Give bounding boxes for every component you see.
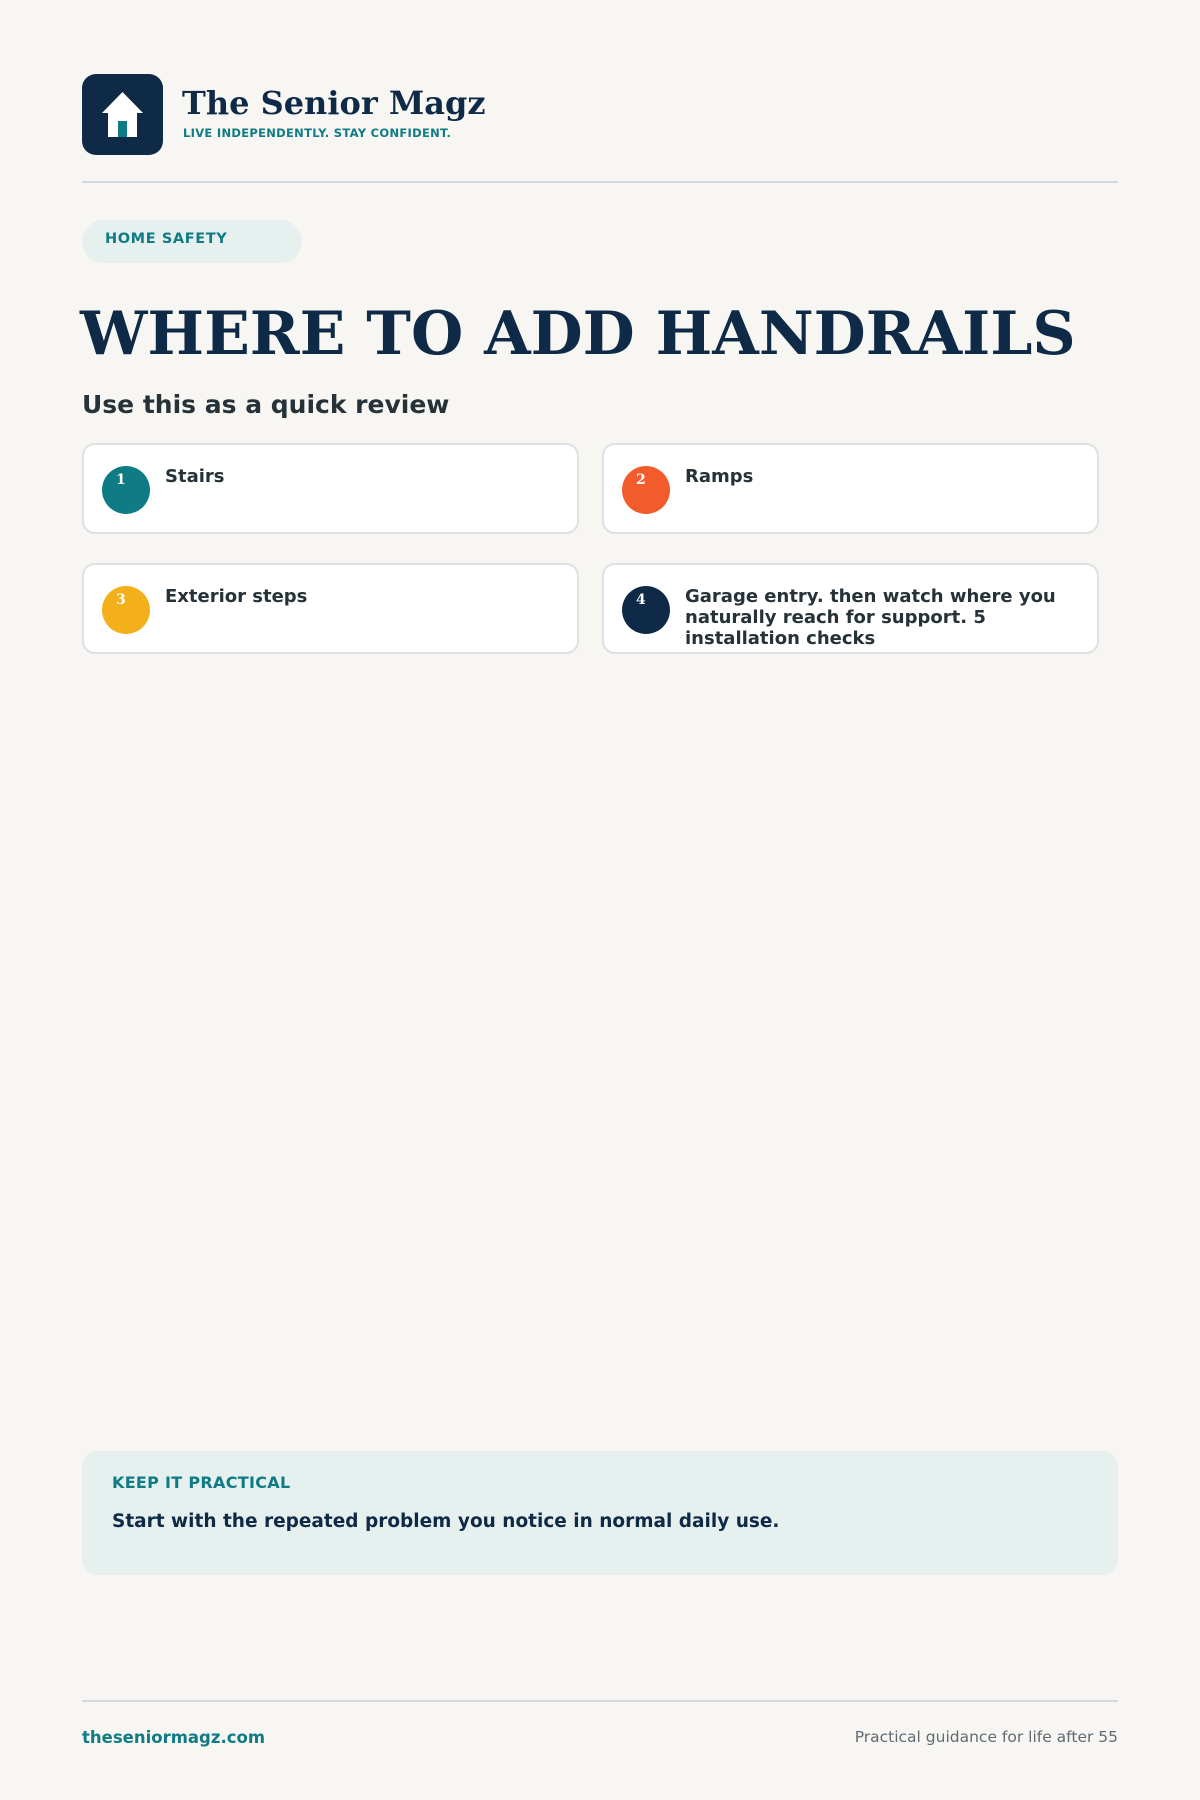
number-badge [622,586,670,634]
number-badge [622,466,670,514]
list-item [602,563,1099,654]
number-badge [102,466,150,514]
site-header [82,74,1118,154]
callout-text: Start with the repeated problem you notice in normal daily use. [112,1511,780,1532]
item-number: 4 [636,592,646,608]
header-divider [82,181,1118,183]
footer-note: Practical guidance for life after 55 [854,1728,1118,1746]
brand-name[interactable]: The Senior Magz [182,84,486,122]
item-number: 2 [636,472,646,488]
category-label: HOME SAFETY [105,231,228,247]
brand-tagline: LIVE INDEPENDENTLY. STAY CONFIDENT. [183,126,452,140]
list-item [82,443,579,534]
item-number: 1 [116,472,126,488]
item-text: Stairs [165,466,225,487]
practical-callout [82,1451,1118,1575]
page-subtitle: Use this as a quick review [82,390,450,419]
page-title: WHERE TO ADD HANDRAILS [80,299,1076,369]
item-text: Ramps [685,466,754,487]
item-number: 3 [116,592,126,608]
list-item [82,563,579,654]
number-badge [102,586,150,634]
item-text: Exterior steps [165,586,308,607]
list-item [602,443,1099,534]
footer-link[interactable]: theseniormagz.com [82,1728,266,1747]
house-icon [82,74,163,155]
callout-label: KEEP IT PRACTICAL [112,1473,291,1492]
footer-divider [82,1700,1118,1702]
brand-logo[interactable] [82,74,163,155]
category-badge[interactable] [82,220,302,263]
item-text: Garage entry. then watch where you naturally reach for support. 5 installation checks [685,586,1056,649]
